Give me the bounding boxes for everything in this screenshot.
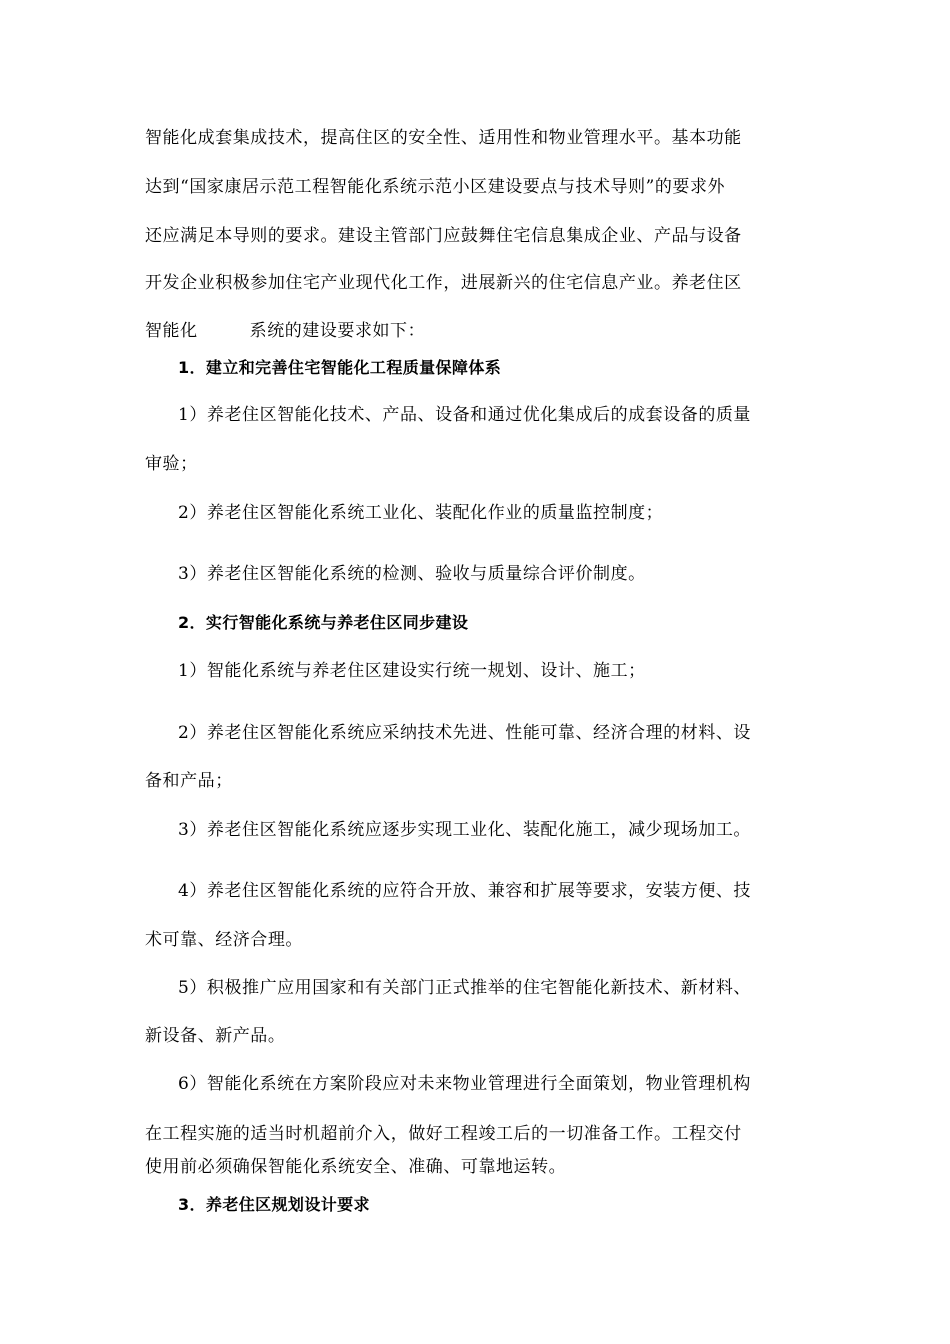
section-3-heading: 3．养老住区规划设计要求 (178, 1195, 370, 1214)
section-2-item-2-line-1: 2）养老住区智能化系统应采纳技术先进、性能可靠、经济合理的材料、设 (178, 723, 751, 743)
intro-line-2: 达到“国家康居示范工程智能化系统示范小区建设要点与技术导则”的要求外 (145, 177, 726, 197)
intro-line-4: 开发企业积极参加住宅产业现代化工作，进展新兴的住宅信息产业。养老住区 (145, 273, 742, 293)
section-2-item-5-line-1: 5）积极推广应用国家和有关部门正式推举的住宅智能化新技术、新材料、 (178, 978, 751, 998)
section-2-item-4-line-2: 术可靠、经济合理。 (145, 930, 303, 950)
intro-line-1: 智能化成套集成技术，提高住区的安全性、适用性和物业管理水平。基本功能 (145, 128, 742, 148)
section-2-item-4-line-1: 4）养老住区智能化系统的应符合开放、兼容和扩展等要求，安装方便、技 (178, 881, 751, 901)
section-2-item-6-line-1: 6）智能化系统在方案阶段应对未来物业管理进行全面策划，物业管理机构 (178, 1074, 751, 1094)
section-1-item-1-line-2: 审验； (145, 454, 198, 474)
section-2-heading: 2．实行智能化系统与养老住区同步建设 (178, 613, 469, 632)
intro-line-5-part-b: 系统的建设要求如下： (249, 321, 426, 341)
section-2-item-3: 3）养老住区智能化系统应逐步实现工业化、装配化施工，减少现场加工。 (178, 820, 751, 840)
section-2-item-6-line-3: 使用前必须确保智能化系统安全、准确、可靠地运转。 (145, 1157, 567, 1177)
section-1-heading: 1．建立和完善住宅智能化工程质量保障体系 (178, 358, 502, 377)
section-2-item-2-line-2: 备和产品； (145, 771, 233, 791)
intro-line-3: 还应满足本导则的要求。建设主管部门应鼓舞住宅信息集成企业、产品与设备 (145, 226, 742, 246)
section-1-item-2: 2）养老住区智能化系统工业化、装配化作业的质量监控制度； (178, 503, 664, 523)
intro-line-5 (145, 320, 810, 342)
intro-line-5-part-a: 智能化 (145, 321, 198, 341)
section-2-item-1: 1）智能化系统与养老住区建设实行统一规划、设计、施工； (178, 661, 646, 681)
section-1-item-1-line-1: 1）养老住区智能化技术、产品、设备和通过优化集成后的成套设备的质量 (178, 405, 751, 425)
section-2-item-5-line-2: 新设备、新产品。 (145, 1026, 286, 1046)
section-2-item-6-line-2: 在工程实施的适当时机超前介入，做好工程竣工后的一切准备工作。工程交付 (145, 1124, 742, 1144)
section-1-item-3: 3）养老住区智能化系统的检测、验收与质量综合评价制度。 (178, 564, 646, 584)
